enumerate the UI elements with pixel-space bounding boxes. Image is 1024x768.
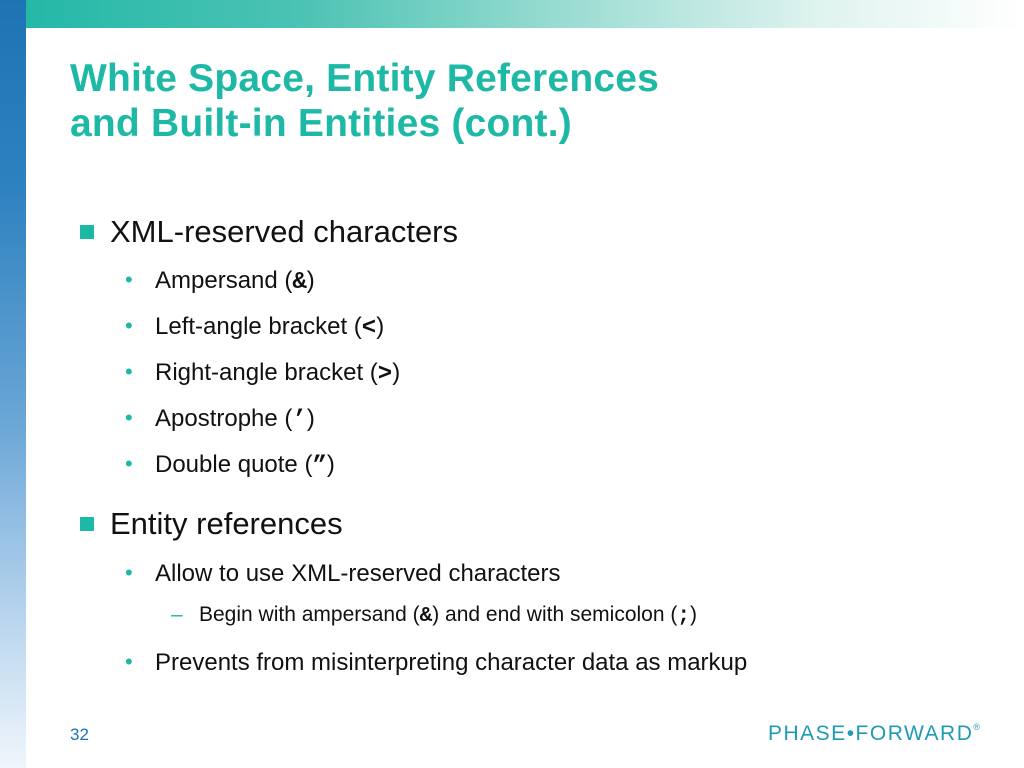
- bullet-icon: •: [125, 451, 133, 476]
- page-number: 32: [70, 725, 89, 744]
- section-heading-entity-references: Entity references: [110, 506, 343, 542]
- bullet-icon: •: [125, 405, 133, 430]
- bullet-icon: •: [125, 649, 133, 674]
- slide-title: [70, 56, 970, 146]
- slide-title-line-1: White Space, Entity References: [70, 57, 660, 100]
- square-bullet-icon: [80, 225, 94, 239]
- section-heading-reserved-chars: XML-reserved characters: [110, 214, 458, 250]
- company-logo: PHASE•FORWARD®: [768, 722, 981, 745]
- bullet-icon: •: [125, 267, 133, 292]
- bullet-icon: •: [125, 359, 133, 384]
- dash-bullet-icon: –: [171, 603, 183, 626]
- list-item-apostrophe: • Apostrophe (’): [125, 405, 315, 434]
- bullet-icon: •: [125, 560, 133, 585]
- square-bullet-icon: [80, 517, 94, 531]
- list-item-double-quote: • Double quote (”): [125, 451, 335, 480]
- list-item-right-angle-bracket: • Right-angle bracket (>): [125, 359, 401, 388]
- slide-title-line-2: and Built-in Entities (cont.): [70, 102, 572, 145]
- list-item-ampersand: • Ampersand (&): [125, 267, 315, 296]
- bullet-icon: •: [125, 313, 133, 338]
- list-item-allow-reserved: • Allow to use XML-reserved characters: [125, 560, 561, 587]
- left-gradient-band: [0, 0, 26, 768]
- list-item-prevents-misinterpreting: • Prevents from misinterpreting character data as markup: [125, 649, 748, 676]
- list-item-left-angle-bracket: • Left-angle bracket (<): [125, 313, 385, 342]
- sub-list-item-begin-end: – Begin with ampersand (&) and end with semicolon (;): [171, 603, 697, 628]
- top-gradient-band: [0, 0, 1024, 28]
